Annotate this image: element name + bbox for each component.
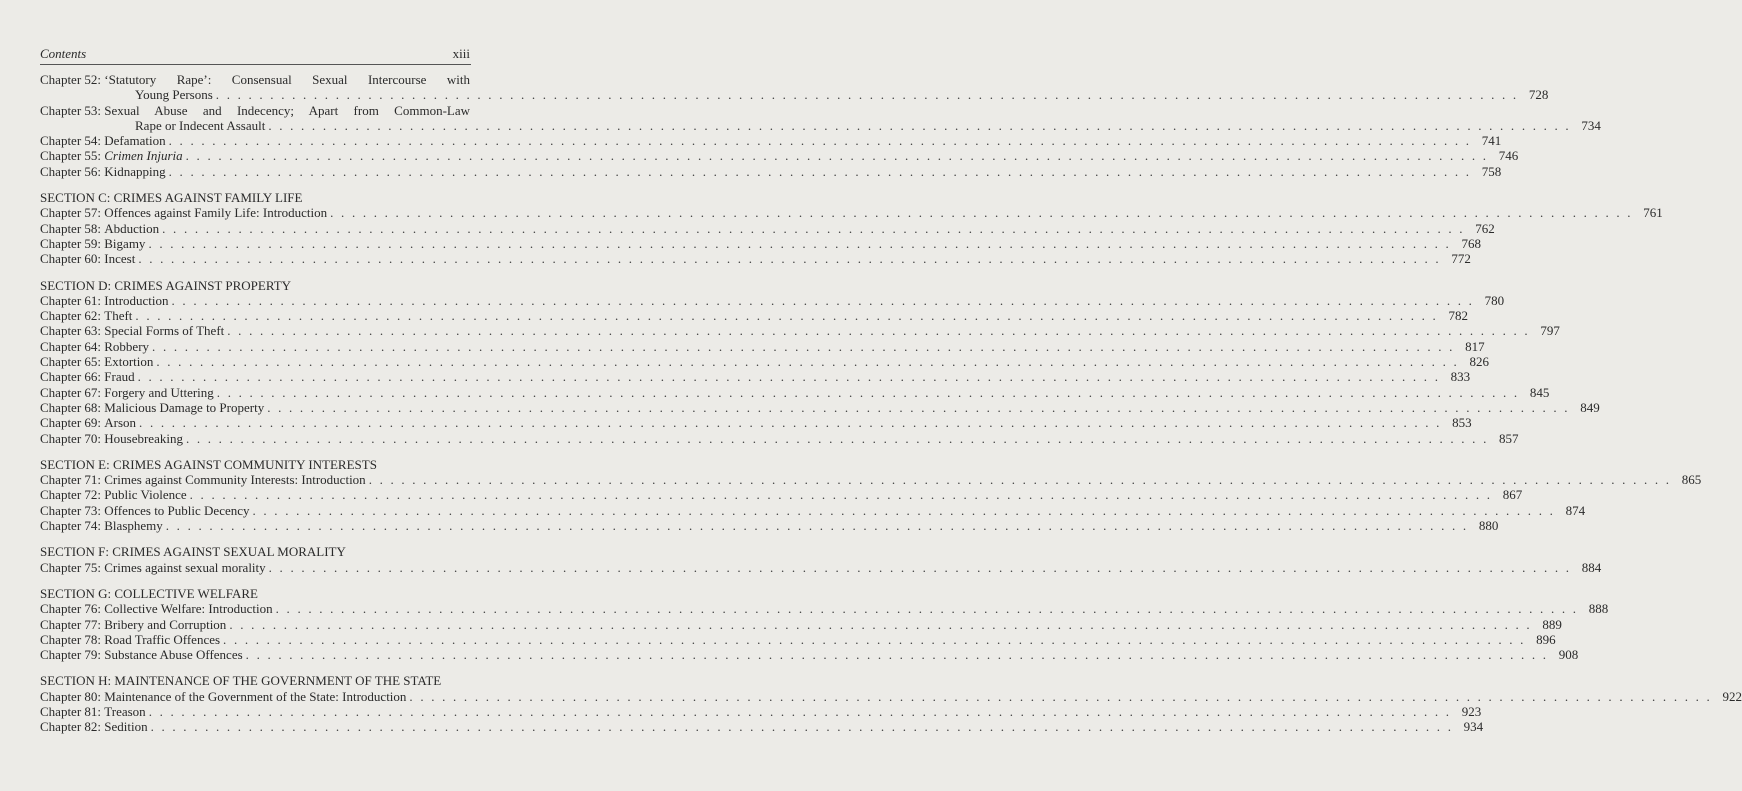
dot-leader: . . . . . . . . . . . . . . . . . . . . . . . . . . . . . . . . . . . . . . . . . . . . . . . . . . . . . . . . . . . . . . . . . . . . . . . . . . . . . . . . . . . . . . . . . . . . . . . . . . . . . . . . . . . . . . . . . . . . . . . . (150, 719, 1454, 735)
dot-leader: . . . . . . . . . . . . . . . . . . . . . . . . . . . . . . . . . . . . . . . . . . . . . . . . . . . . . . . . . . . . . . . . . . . . . . . . . . . . . . . . . . . . . . . . . . . . . . . . . . . . . . . . . . . . . . . . . . . . . . . . (148, 235, 1451, 251)
dot-leader: . . . . . . . . . . . . . . . . . . . . . . . . . . . . . . . . . . . . . . . . . . . . . . . . . . . . . . . . . . . . . . . . . . . . . . . . . . . . . . . . . . . . . . . . . . . . . . . . . . . . . . . . . . . . . . . . . . . . . . . . (185, 148, 1489, 164)
dot-leader: . . . . . . . . . . . . . . . . . . . . . . . . . . . . . . . . . . . . . . . . . . . . . . . . . . . . . . . . . . . . . . . . . . . . . . . . . . . . . . . . . . . . . . . . . . . . . . . . . . . . . . . . . . . . . . . . . . . . . . . . (168, 163, 1472, 179)
toc-entry (40, 323, 1560, 339)
chapter-title: Bigamy (104, 235, 146, 251)
chapter-number: Chapter 70: (40, 430, 105, 446)
dot-leader: . . . . . . . . . . . . . . . . . . . . . . . . . . . . . . . . . . . . . . . . . . . . . . . . . . . . . . . . . . . . . . . . . . . . . . . . . . . . . . . . . . . . . . . . . . . . . . . . . . . . . . . . . . . . . . . . . . . . . . . . (148, 703, 1452, 719)
chapter-page: 908 (1558, 647, 1579, 663)
chapter-page: 923 (1461, 703, 1482, 719)
chapter-title: Housebreaking (104, 430, 183, 446)
chapter-page: 888 (1588, 601, 1609, 617)
page-number: xiii (452, 46, 470, 61)
toc-entry (40, 559, 1602, 575)
header-rule (40, 64, 471, 65)
chapter-title: Rape or Indecent Assault (135, 117, 266, 133)
chapter-title: Offences to Public Decency (104, 502, 250, 518)
dot-leader: . . . . . . . . . . . . . . . . . . . . . . . . . . . . . . . . . . . . . . . . . . . . . . . . . . . . . . . . . . . . . . . . . . . . . . . . . . . . . . . . . . . . . . . . . . . . . . . . . . . . . . . . . . . . . . . . . . . . . . . . (171, 292, 1475, 308)
chapter-page: 797 (1540, 323, 1560, 339)
toc-entry (40, 308, 1468, 324)
chapter-page: 833 (1450, 369, 1471, 385)
toc-entry (40, 103, 470, 118)
dot-leader: . . . . . . . . . . . . . . . . . . . . . . . . . . . . . . . . . . . . . . . . . . . . . . . . . . . . . . . . . . . . . . . . . . . . . . . . . . . . . . . . . . . . . . . . . . . . . . . . . . . . . . . . . . . . . . . . . . . . . . . . (330, 205, 1633, 221)
chapter-number: Chapter 66: (40, 369, 105, 385)
chapter-page: 768 (1461, 235, 1481, 251)
chapter-title: Offences against Family Life: Introduction (104, 205, 328, 221)
dot-leader: . . . . . . . . . . . . . . . . . . . . . . . . . . . . . . . . . . . . . . . . . . . . . . . . . . . . . . . . . . . . . . . . . . . . . . . . . . . . . . . . . . . . . . . . . . . . . . . . . . . . . . . . . . . . . . . . . . . . . . . . (138, 251, 1441, 267)
chapter-number: Chapter 82: (40, 719, 105, 735)
toc-entry (40, 205, 1663, 221)
section-heading: SECTION E: CRIMES AGAINST COMMUNITY INTERESTS (40, 456, 377, 472)
chapter-title: Crimes against sexual morality (104, 559, 266, 575)
toc-entry-continued (40, 87, 1549, 103)
chapter-page: 782 (1448, 308, 1468, 324)
chapter-page: 889 (1542, 616, 1562, 632)
chapter-number: Chapter 77: (40, 616, 105, 632)
chapter-title: Robbery (104, 338, 150, 354)
chapter-title: Special Forms of Theft (104, 323, 225, 339)
chapter-page: 880 (1478, 518, 1499, 534)
chapter-page: 867 (1502, 487, 1523, 503)
chapter-number: Chapter 55: (40, 148, 105, 164)
toc-entry-continued (40, 117, 1601, 133)
chapter-page: 772 (1451, 251, 1471, 267)
chapter-page: 853 (1452, 415, 1472, 431)
toc-entry (40, 616, 1562, 632)
chapter-title: Blasphemy (104, 518, 163, 534)
dot-leader: . . . . . . . . . . . . . . . . . . . . . . . . . . . . . . . . . . . . . . . . . . . . . . . . . . . . . . . . . . . . . . . . . . . . . . . . . . . . . . . . . . . . . . . . . . . . . . . . . . . . . . . . . . . . . . . . . . . . . . . . (137, 369, 1441, 385)
section-heading: SECTION F: CRIMES AGAINST SEXUAL MORALITY (40, 544, 346, 560)
chapter-number: Chapter 80: (40, 688, 105, 704)
toc-entry (40, 338, 1485, 354)
chapter-number: Chapter 64: (40, 338, 105, 354)
chapter-title: ‘Statutory Rape’: Consensual Sexual Intercourse with (104, 72, 470, 87)
toc-entry (40, 251, 1471, 267)
chapter-page: 922 (1722, 688, 1742, 704)
dot-leader: . . . . . . . . . . . . . . . . . . . . . . . . . . . . . . . . . . . . . . . . . . . . . . . . . . . . . . . . . . . . . . . . . . . . . . . . . . . . . . . . . . . . . . . . . . . . . . . . . . . . . . . . . . . . . . . . . . . . . . . . (275, 601, 1579, 617)
chapter-page: 817 (1465, 338, 1485, 354)
dot-leader: . . . . . . . . . . . . . . . . . . . . . . . . . . . . . . . . . . . . . . . . . . . . . . . . . . . . . . . . . . . . . . . . . . . . . . . . . . . . . . . . . . . . . . . . . . . . . . . . . . . . . . . . . . . . . . . . . . . . . . . . (168, 133, 1472, 149)
chapter-number: Chapter 74: (40, 518, 105, 534)
toc-entry (40, 601, 1609, 617)
chapter-title: Fraud (104, 369, 135, 385)
toc-entry (40, 487, 1523, 503)
chapter-title: Sedition (104, 719, 148, 735)
chapter-title: Kidnapping (104, 163, 166, 179)
chapter-page: 741 (1481, 133, 1502, 149)
chapter-number: Chapter 60: (40, 251, 105, 267)
chapter-number: Chapter 63: (40, 323, 105, 339)
chapter-title: Forgery and Uttering (104, 384, 214, 400)
toc-entry (40, 369, 1471, 385)
dot-leader: . . . . . . . . . . . . . . . . . . . . . . . . . . . . . . . . . . . . . . . . . . . . . . . . . . . . . . . . . . . . . . . . . . . . . . . . . . . . . . . . . . . . . . . . . . . . . . . . . . . . . . . . . . . . . . . . . . . . . . . . (216, 384, 1520, 400)
dot-leader: . . . . . . . . . . . . . . . . . . . . . . . . . . . . . . . . . . . . . . . . . . . . . . . . . . . . . . . . . . . . . . . . . . . . . . . . . . . . . . . . . . . . . . . . . . . . . . . . . . . . . . . . . . . . . . . . . . . . . . . . (368, 472, 1672, 488)
section-heading: SECTION D: CRIMES AGAINST PROPERTY (40, 277, 292, 293)
chapter-title: Crimes against Community Interests: Introduction (104, 472, 366, 488)
chapter-number: Chapter 59: (40, 235, 105, 251)
chapter-number: Chapter 75: (40, 559, 105, 575)
chapter-title: Theft (104, 308, 133, 324)
chapter-title: Public Violence (104, 487, 187, 503)
chapter-title: Arson (104, 415, 137, 431)
toc-entry (40, 148, 1519, 164)
chapter-page: 746 (1498, 148, 1519, 164)
chapter-page: 845 (1529, 384, 1550, 400)
dot-leader: . . . . . . . . . . . . . . . . . . . . . . . . . . . . . . . . . . . . . . . . . . . . . . . . . . . . . . . . . . . . . . . . . . . . . . . . . . . . . . . . . . . . . . . . . . . . . . . . . . . . . . . . . . . . . . . . . . . . . . . . (152, 338, 1455, 354)
chapter-title: Treason (104, 703, 146, 719)
section-heading: SECTION H: MAINTENANCE OF THE GOVERNMENT OF THE STATE (40, 673, 442, 689)
dot-leader: . . . . . . . . . . . . . . . . . . . . . . . . . . . . . . . . . . . . . . . . . . . . . . . . . . . . . . . . . . . . . . . . . . . . . . . . . . . . . . . . . . . . . . . . . . . . . . . . . . . . . . . . . . . . . . . . . . . . . . . . (156, 354, 1459, 370)
dot-leader: . . . . . . . . . . . . . . . . . . . . . . . . . . . . . . . . . . . . . . . . . . . . . . . . . . . . . . . . . . . . . . . . . . . . . . . . . . . . . . . . . . . . . . . . . . . . . . . . . . . . . . . . . . . . . . . . . . . . . . . . (223, 631, 1526, 647)
page-header (40, 42, 470, 62)
chapter-page: 874 (1565, 502, 1586, 518)
chapter-title: Malicious Damage to Property (104, 399, 265, 415)
chapter-number: Chapter 65: (40, 354, 105, 370)
toc-entry (40, 502, 1586, 518)
chapter-number: Chapter 67: (40, 384, 105, 400)
chapter-number: Chapter 69: (40, 415, 105, 431)
toc-entry (40, 430, 1519, 446)
chapter-title: Defamation (104, 133, 166, 149)
dot-leader: . . . . . . . . . . . . . . . . . . . . . . . . . . . . . . . . . . . . . . . . . . . . . . . . . . . . . . . . . . . . . . . . . . . . . . . . . . . . . . . . . . . . . . . . . . . . . . . . . . . . . . . . . . . . . . . . . . . . . . . . (215, 87, 1519, 103)
chapter-page: 865 (1681, 472, 1702, 488)
section-heading: SECTION G: COLLECTIVE WELFARE (40, 585, 258, 601)
chapter-page: 857 (1499, 430, 1519, 446)
toc-entry (40, 292, 1505, 308)
toc-entry (40, 220, 1495, 236)
dot-leader: . . . . . . . . . . . . . . . . . . . . . . . . . . . . . . . . . . . . . . . . . . . . . . . . . . . . . . . . . . . . . . . . . . . . . . . . . . . . . . . . . . . . . . . . . . . . . . . . . . . . . . . . . . . . . . . . . . . . . . . . (268, 117, 1571, 133)
chapter-page: 884 (1581, 559, 1602, 575)
toc-entry (40, 72, 470, 87)
dot-leader: . . . . . . . . . . . . . . . . . . . . . . . . . . . . . . . . . . . . . . . . . . . . . . . . . . . . . . . . . . . . . . . . . . . . . . . . . . . . . . . . . . . . . . . . . . . . . . . . . . . . . . . . . . . . . . . . . . . . . . . . (165, 518, 1469, 534)
chapter-page: 762 (1475, 220, 1495, 236)
chapter-number: Chapter 72: (40, 487, 105, 503)
dot-leader: . . . . . . . . . . . . . . . . . . . . . . . . . . . . . . . . . . . . . . . . . . . . . . . . . . . . . . . . . . . . . . . . . . . . . . . . . . . . . . . . . . . . . . . . . . . . . . . . . . . . . . . . . . . . . . . . . . . . . . . . (268, 559, 1572, 575)
chapter-title: Introduction (104, 292, 169, 308)
chapter-title: Sexual Abuse and Indecency; Apart from Common-Law (104, 102, 470, 118)
chapter-title: Extortion (104, 354, 154, 370)
chapter-number: Chapter 68: (40, 399, 105, 415)
toc-entry (40, 415, 1472, 431)
chapter-page: 780 (1484, 292, 1505, 308)
chapter-number: Chapter 54: (40, 133, 105, 149)
chapter-title: Incest (104, 251, 136, 267)
table-of-contents (40, 72, 1742, 735)
dot-leader: . . . . . . . . . . . . . . . . . . . . . . . . . . . . . . . . . . . . . . . . . . . . . . . . . . . . . . . . . . . . . . . . . . . . . . . . . . . . . . . . . . . . . . . . . . . . . . . . . . . . . . . . . . . . . . . . . . . . . . . . (227, 323, 1530, 339)
chapter-page: 728 (1528, 87, 1549, 103)
chapter-page: 758 (1481, 163, 1502, 179)
toc-entry (40, 631, 1556, 647)
toc-entry (40, 647, 1579, 663)
toc-entry (40, 163, 1502, 179)
chapter-number: Chapter 57: (40, 205, 105, 221)
toc-entry (40, 354, 1489, 370)
dot-leader: . . . . . . . . . . . . . . . . . . . . . . . . . . . . . . . . . . . . . . . . . . . . . . . . . . . . . . . . . . . . . . . . . . . . . . . . . . . . . . . . . . . . . . . . . . . . . . . . . . . . . . . . . . . . . . . . . . . . . . . . (162, 220, 1465, 236)
chapter-number: Chapter 52: (40, 72, 105, 87)
chapter-page: 761 (1643, 205, 1663, 221)
chapter-number: Chapter 53: (40, 102, 105, 118)
toc-entry (40, 384, 1550, 400)
chapter-title: Young Persons (135, 87, 213, 103)
chapter-title: Bribery and Corruption (104, 616, 227, 632)
chapter-number: Chapter 61: (40, 292, 105, 308)
toc-entry (40, 719, 1484, 735)
dot-leader: . . . . . . . . . . . . . . . . . . . . . . . . . . . . . . . . . . . . . . . . . . . . . . . . . . . . . . . . . . . . . . . . . . . . . . . . . . . . . . . . . . . . . . . . . . . . . . . . . . . . . . . . . . . . . . . . . . . . . . . . (229, 616, 1532, 632)
chapter-page: 734 (1581, 117, 1601, 133)
toc-entry (40, 472, 1702, 488)
chapter-number: Chapter 56: (40, 163, 105, 179)
chapter-title: Collective Welfare: Introduction (104, 601, 273, 617)
running-head: Contents (40, 46, 87, 61)
toc-entry (40, 235, 1481, 251)
chapter-number: Chapter 79: (40, 647, 105, 663)
chapter-title: Abduction (104, 220, 160, 236)
section-heading: SECTION C: CRIMES AGAINST FAMILY LIFE (40, 190, 303, 206)
dot-leader: . . . . . . . . . . . . . . . . . . . . . . . . . . . . . . . . . . . . . . . . . . . . . . . . . . . . . . . . . . . . . . . . . . . . . . . . . . . . . . . . . . . . . . . . . . . . . . . . . . . . . . . . . . . . . . . . . . . . . . . . (189, 487, 1493, 503)
chapter-number: Chapter 58: (40, 220, 105, 236)
chapter-page: 826 (1469, 354, 1489, 370)
chapter-title: Road Traffic Offences (104, 631, 221, 647)
chapter-page: 934 (1463, 719, 1484, 735)
dot-leader: . . . . . . . . . . . . . . . . . . . . . . . . . . . . . . . . . . . . . . . . . . . . . . . . . . . . . . . . . . . . . . . . . . . . . . . . . . . . . . . . . . . . . . . . . . . . . . . . . . . . . . . . . . . . . . . . . . . . . . . . (245, 647, 1549, 663)
dot-leader: . . . . . . . . . . . . . . . . . . . . . . . . . . . . . . . . . . . . . . . . . . . . . . . . . . . . . . . . . . . . . . . . . . . . . . . . . . . . . . . . . . . . . . . . . . . . . . . . . . . . . . . . . . . . . . . . . . . . . . . . (135, 308, 1438, 324)
chapter-page: 896 (1536, 631, 1556, 647)
dot-leader: . . . . . . . . . . . . . . . . . . . . . . . . . . . . . . . . . . . . . . . . . . . . . . . . . . . . . . . . . . . . . . . . . . . . . . . . . . . . . . . . . . . . . . . . . . . . . . . . . . . . . . . . . . . . . . . . . . . . . . . . (267, 399, 1570, 415)
chapter-number: Chapter 71: (40, 472, 105, 488)
toc-entry (40, 688, 1742, 704)
toc-entry (40, 133, 1502, 149)
toc-entry (40, 399, 1600, 415)
chapter-number: Chapter 62: (40, 308, 105, 324)
chapter-number: Chapter 76: (40, 601, 105, 617)
chapter-title: Maintenance of the Government of the State: Introduction (104, 688, 407, 704)
chapter-page: 849 (1580, 399, 1600, 415)
toc-entry (40, 518, 1499, 534)
chapter-number: Chapter 73: (40, 502, 105, 518)
chapter-title: Crimen Injuria (104, 148, 183, 164)
toc-entry (40, 703, 1482, 719)
chapter-title: Substance Abuse Offences (104, 647, 243, 663)
dot-leader: . . . . . . . . . . . . . . . . . . . . . . . . . . . . . . . . . . . . . . . . . . . . . . . . . . . . . . . . . . . . . . . . . . . . . . . . . . . . . . . . . . . . . . . . . . . . . . . . . . . . . . . . . . . . . . . . . . . . . . . . (139, 415, 1442, 431)
dot-leader: . . . . . . . . . . . . . . . . . . . . . . . . . . . . . . . . . . . . . . . . . . . . . . . . . . . . . . . . . . . . . . . . . . . . . . . . . . . . . . . . . . . . . . . . . . . . . . . . . . . . . . . . . . . . . . . . . . . . . . . . (252, 502, 1556, 518)
chapter-number: Chapter 81: (40, 703, 105, 719)
dot-leader: . . . . . . . . . . . . . . . . . . . . . . . . . . . . . . . . . . . . . . . . . . . . . . . . . . . . . . . . . . . . . . . . . . . . . . . . . . . . . . . . . . . . . . . . . . . . . . . . . . . . . . . . . . . . . . . . . . . . . . . . (185, 430, 1489, 446)
chapter-number: Chapter 78: (40, 631, 105, 647)
dot-leader: . . . . . . . . . . . . . . . . . . . . . . . . . . . . . . . . . . . . . . . . . . . . . . . . . . . . . . . . . . . . . . . . . . . . . . . . . . . . . . . . . . . . . . . . . . . . . . . . . . . . . . . . . . . . . . . . . . . . . . . . (409, 688, 1712, 704)
